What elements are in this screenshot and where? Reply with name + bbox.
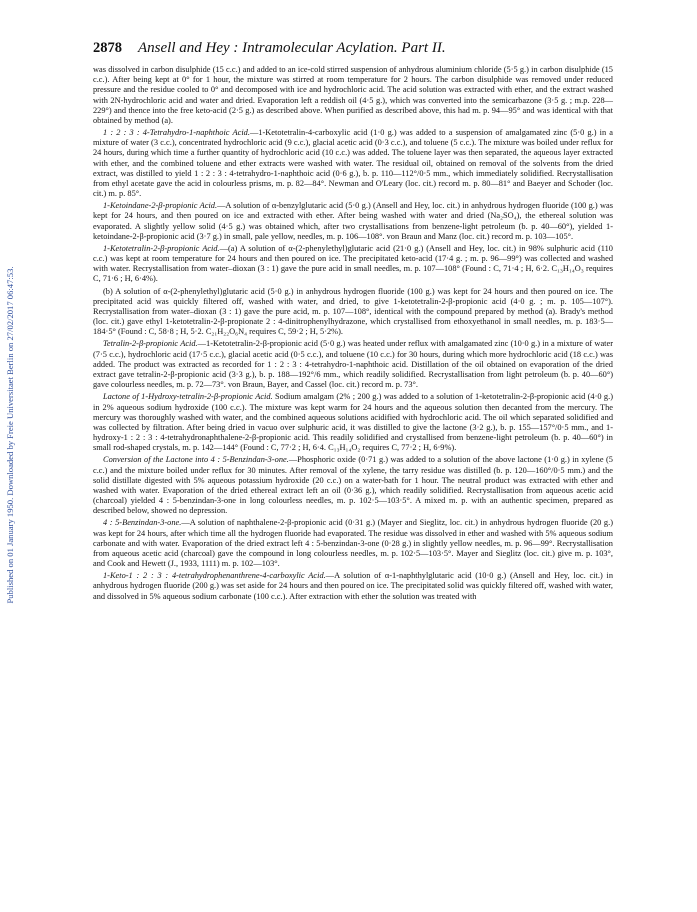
page-number: 2878	[93, 40, 122, 56]
paragraph	[93, 201, 613, 242]
paragraph	[93, 287, 613, 338]
paragraph-text: (b) A solution of α-(2-phenylethyl)glutaric acid (5·0 g.) in anhydrous hydrogen fluoride (100 g.) was kept for 24 hours and then poured on ice. The precipitated acid was quickly filtered off, washed with water, and dried, to give 1-ketotetralin-2-β-propionic acid (4·0 g. ; m. p. 105—107°). Recrystallisation from water–dioxan (3 : 1) gave the pure acid, m. p. 107—108°, identical with the compound prepared by method (a). Brady's method (loc. cit.) gave ethyl 1-ketotetralin-2-β-propionate 2 : 4-dinitrophenylhydrazone, which crystallised from ethoxyethanol in small needles, m. p. 183·5—184·5° (Found : C, 58·8 ; H, 5·2. C₂₁H₂₂O₆N₄ requires C, 59·2 ; H, 5·2%).	[93, 286, 613, 337]
paragraph	[93, 65, 613, 126]
paragraph-text: —1-Ketotetralin-4-carboxylic acid (1·0 g.) was added to a suspension of amalgamated zinc (5·0 g.) in a mixture of water (3 c.c.), concentrated hydrochloric acid (9 c.c.), glacial acetic acid (0·3 c.c.), and toluene (5 c.c.). The mixture was boiled under reflux for 24 hours, during which time a further quantity of hydrochloric acid (10 c.c.) was added. The toluene layer was then separated, the aqueous layer extracted with ether, and the combined toluene and ether extracts were washed with water. The residual oil, obtained on removal of the solvents from the dried extract, was distilled to yield 1 : 2 : 3 : 4-tetrahydro-1-naphthoic acid (0·6 g.), b. p. 110—112°/0·5 mm., which immediately solidified. Recrystallisation from ethyl acetate gave the acid in colourless prisms, m. p. 82—84°. Newman and O'Leary (loc. cit.) record m. p. 80—81° and Baeyer and Schoder (loc. cit.) m. p. 85°.	[93, 128, 613, 199]
section-heading: Tetralin-2-β-propionic Acid.	[103, 339, 198, 349]
paragraph-text: Sodium amalgam (2% ; 200 g.) was added to a solution of 1-ketotetralin-2-β-propionic acid (4·0 g.) in 2% aqueous sodium hydroxide (100 c.c.). The mixture was kept warm for 24 hours and the aqueous solution then decanted from the mercury. The mercury was thoroughly washed with water, and the combined aqueous solutions acidified with hydrochloric acid. The oil which separated solidified and was collected by filtration. After being dried in vacuo over sulphuric acid, it was distilled to give the lactone (3·2 g.), b. p. 155—157°/0·5 mm., and 1-hydroxy-1 : 2 : 3 : 4-tetrahydronaphthalene-2-β-propionic acid. This readily solidified and crystallised from benzene-light petroleum (b. p. 40—60°) in small rod-shaped crystals, m. p. 142—144° (Found : C, 77·2 ; H, 6·4. C₁₃H₁₄O₂ requires C, 77·2 ; H, 6·9%).	[93, 392, 614, 453]
paragraph-text: —A solution of naphthalene-2-β-propionic acid (0·31 g.) (Mayer and Sieglitz, loc. cit.) in anhydrous hydrogen fluoride (20 g.) was kept for 24 hours, after which time all the hydrogen fluoride had evaporated. The residue was dissolved in ether and washed with 5% aqueous sodium carbonate and with water. Evaporation of the dried extract left 4 : 5-benzindan-3-one (0·28 g.) in slightly yellow needles, m. p. 96—99°. Recrystallisation from aqueous acetic acid (charcoal) gave the compound in long colourless needles, m. p. 102·5—103·5°. Mayer and Sieglitz (loc. cit.) give m. p. 103°, and Cook and Hewett (J., 1933, 1111) m. p. 102—103°.	[93, 518, 613, 569]
paragraph	[93, 455, 613, 516]
paragraph-text: —1-Ketotetralin-2-β-propionic acid (5·0 g.) was heated under reflux with amalgamated zinc (10·0 g.) in a mixture of water (7·5 c.c.), hydrochloric acid (17·5 c.c.), glacial acetic acid (0·5 c.c.), and toluene (10 c.c.) for 30 hours, during which more hydrochloric acid (18 c.c.) was added. The product was extracted as recorded for 1 : 2 : 3 : 4-tetrahydro-1-naphthoic acid. Distillation of the oil obtained on evaporation of the dried extract gave tetralin-2-β-propionic acid (3·3 g.), b. p. 188—192°/6 mm., which readily solidified. Recrystallisation from light petroleum (b. p. 40—60°) gave colourless needles, m. p. 72—73°. von Braun, Bayer, and Cassel (loc. cit.) record m. p. 73°.	[93, 339, 613, 390]
paragraph-text: —A solution of α-benzylglutaric acid (5·0 g.) (Ansell and Hey, loc. cit.) in anhydrous hydrogen fluoride (100 g.) was kept for 24 hours, and then poured on ice and extracted with ether. After being washed with water and dried (Na₂SO₄), the ethereal solution was evaporated. A slightly yellow solid (4·5 g.) was obtained which, after two crystallisations from benzene-light petroleum (b. p. 40—60°), yielded 1-ketoindane-2-β-propionic acid (3·7 g.) in small, pale yellow, needles, m. p. 106—108°. von Braun and Manz (loc. cit.) record m. p. 103—105°.	[93, 201, 613, 241]
running-head	[93, 40, 613, 57]
paragraph-text: was dissolved in carbon disulphide (15 c.c.) and added to an ice-cold stirred suspension of anhydrous aluminium chloride (5·5 g.) in carbon disulphide (15 c.c.). After being kept at 0° for 1 hour, the mixture was stirred at room temperature for 2 hours. The carbon disulphide was removed under reduced pressure and the residue cooled to 0° and decomposed with ice and hydrochloric acid. The acid solution was extracted with ether, and the extract washed with 2N-hydrochloric acid and water and dried. Evaporation left a reddish oil (4·5 g.), which was converted into the semicarbazone (3·5 g. ; m.p. 228—229°) and thence into the free keto-acid (2·5 g.) as described above. When purified as described above, this had m. p. 94—95° and was identical with that obtained by method (a).	[93, 65, 613, 125]
section-heading: 1 : 2 : 3 : 4-Tetrahydro-1-naphthoic Acid.	[103, 128, 250, 138]
paragraph-text: —(a) A solution of α-(2-phenylethyl)glutaric acid (21·0 g.) (Ansell and Hey, loc. cit.) in 98% sulphuric acid (110 c.c.) was kept at room temperature for 24 hours and then poured on ice. The precipitated keto-acid (17·4 g. ; m. p. 96—99°) was collected and washed with water. Recrystallisation from water–dioxan (3 : 1) gave the pure acid in small needles, m. p. 107—108° (Found : C, 71·4 ; H, 6·2. C₁₃H₁₄O₃ requires C, 71·6 ; H, 6·4%).	[93, 243, 613, 284]
section-heading: 1-Ketotetralin-2-β-propionic Acid.	[103, 243, 220, 253]
running-title: Ansell and Hey : Intramolecular Acylation. Part II.	[138, 40, 446, 56]
paragraph	[93, 244, 613, 285]
download-watermark	[3, 150, 17, 720]
watermark-text: Published on 01 January 1950. Downloaded by Freie Universitaet Berlin on 27/02/2017 06:47:53.	[5, 266, 15, 604]
paragraph	[93, 128, 613, 199]
paragraph	[93, 571, 613, 602]
section-heading: Lactone of 1-Hydroxy-tetralin-2-β-propionic Acid.	[103, 392, 273, 402]
paragraph	[93, 518, 613, 569]
section-heading: Conversion of the Lactone into 4 : 5-Benzindan-3-one.	[103, 455, 289, 465]
paragraph-text: —Phosphoric oxide (0·71 g.) was added to a solution of the above lactone (1·0 g.) in xylene (5 c.c.) and the mixture boiled under reflux for 30 minutes. After removal of the xylene, the tarry residue was distilled (b. p. 120—160°/0·5 mm.) and the solid distillate digested with 5% aqueous potassium hydroxide (20 c.c.) on a water-bath for 1 hour. The neutral product was extracted with ether and washed with water. Evaporation of the dried ethereal extract left an oil (0·36 g.), which readily solidified. Recrystallisation from aqueous acetic acid (charcoal) yielded 4 : 5-benzindan-3-one in long colourless needles, m. p. 102·5—103·5°. A mixed m. p. with an authentic specimen, prepared as described below, showed no depression.	[93, 455, 613, 516]
section-heading: 1-Ketoindane-2-β-propionic Acid.	[103, 201, 218, 211]
journal-page	[93, 40, 613, 602]
paragraph	[93, 392, 613, 453]
section-heading: 4 : 5-Benzindan-3-one.	[103, 518, 182, 528]
section-heading: 1-Keto-1 : 2 : 3 : 4-tetrahydrophenanthrene-4-carboxylic Acid.	[103, 571, 326, 581]
paragraph-text: —A solution of α-1-naphthylglutaric acid (10·0 g.) (Ansell and Hey, loc. cit.) in anhydrous hydrogen fluoride (200 g.) was set aside for 24 hours and then poured on ice. The precipitated solid was quickly filtered off, washed with water, and dissolved in 5% aqueous sodium carbonate (100 c.c.). After extraction with ether the solution was treated with	[93, 571, 614, 601]
body-text	[93, 65, 613, 602]
paragraph	[93, 339, 613, 390]
